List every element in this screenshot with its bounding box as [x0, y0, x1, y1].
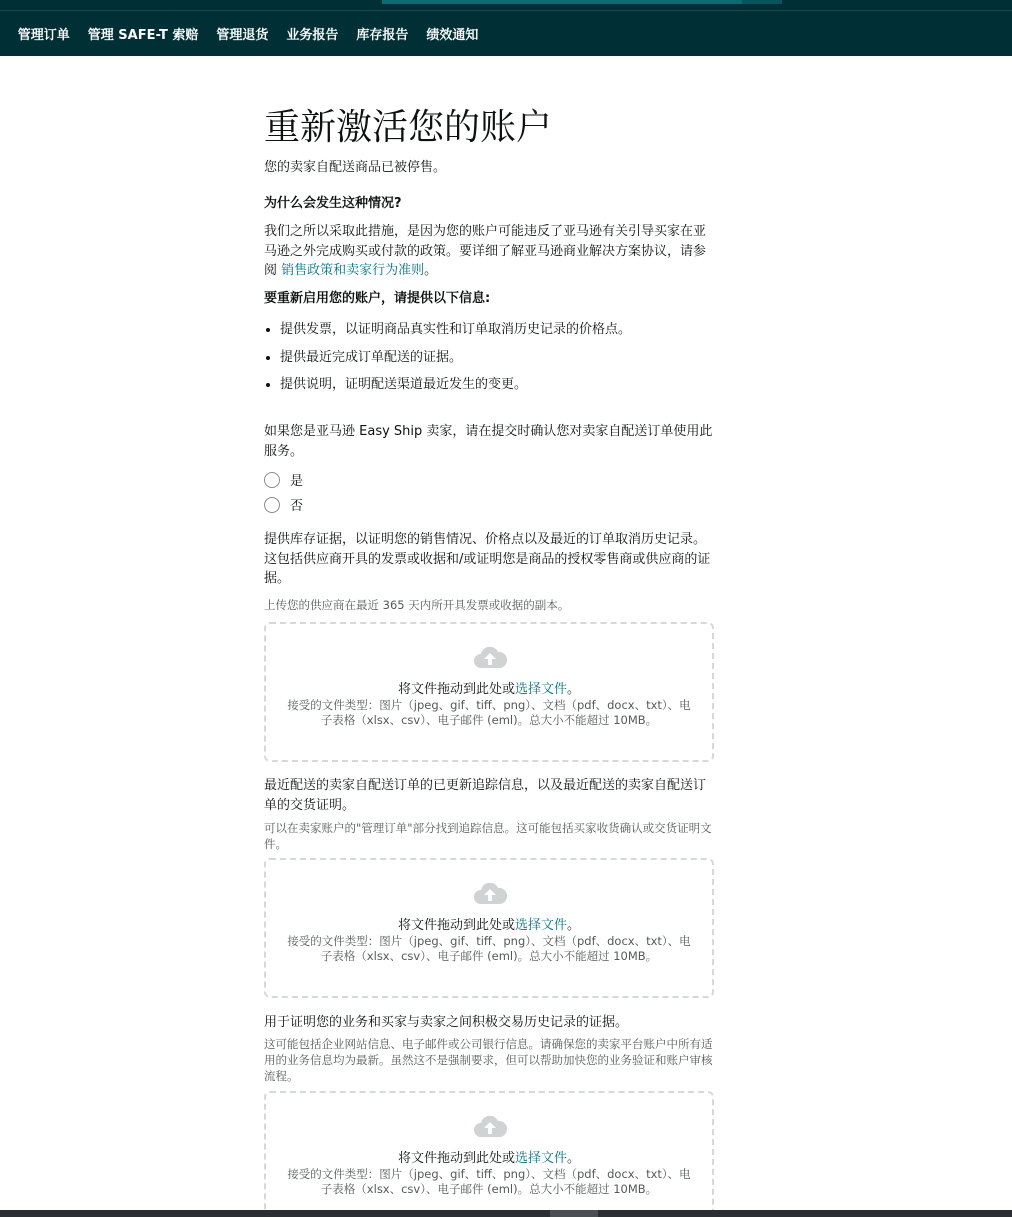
- scrollbar-thumb[interactable]: [550, 1210, 598, 1217]
- nav-item-business-reports[interactable]: 业务报告: [286, 28, 339, 43]
- section3-hint: 这可能包括企业网站信息、电子邮件或公司银行信息。请确保您的卖家平台账户中所有适用的业务信息均为最新。虽然这不是强制要求，但可以帮助加快您的业务验证和账户审核流程。: [264, 1037, 713, 1083]
- period: 。: [567, 918, 581, 933]
- file-dropzone-3[interactable]: [264, 1091, 714, 1214]
- drag-text: 将文件拖动到此处或: [397, 1151, 515, 1166]
- why-heading: 为什么会发生这种情况?: [264, 196, 402, 211]
- page-subtitle: 您的卖家自配送商品已被停售。: [264, 160, 447, 175]
- dropzone-main-text: [266, 914, 712, 933]
- radio-yes[interactable]: [264, 470, 303, 489]
- period: 。: [567, 682, 581, 697]
- section1-text: 提供库存证据，以证明您的销售情况、价格点以及最近的订单取消历史记录。这包括供应商开具的发票或收据和/或证明您是商品的授权零售商或供应商的证据。: [264, 532, 711, 586]
- dropzone-main-text: [266, 1147, 712, 1166]
- nav-item-manage-orders[interactable]: 管理订单: [17, 28, 70, 43]
- accepted-file-types: 接受的文件类型：图片（jpeg、gif、tiff、png）、文档（pdf、docx、txt）、电子表格（xlsx、csv）、电子邮件 (eml)。总大小不能超过 10MB。: [287, 1167, 691, 1196]
- why-end: 。: [424, 263, 438, 278]
- cloud-upload-icon: [473, 880, 507, 906]
- radio-no[interactable]: [264, 495, 303, 514]
- choose-file-link[interactable]: 选择文件: [514, 682, 567, 697]
- radio-button[interactable]: [264, 472, 280, 488]
- choose-file-link[interactable]: 选择文件: [514, 1151, 567, 1166]
- cloud-upload-icon: [473, 1113, 507, 1139]
- search-bar-edge[interactable]: [382, 0, 782, 4]
- why-paragraph: [264, 222, 716, 281]
- top-navigation-bar: [0, 0, 1012, 56]
- search-button-edge[interactable]: [742, 0, 782, 4]
- nav-item-inventory-reports[interactable]: 库存报告: [356, 28, 409, 43]
- accepted-file-types: 接受的文件类型：图片（jpeg、gif、tiff、png）、文档（pdf、docx、txt）、电子表格（xlsx、csv）、电子邮件 (eml)。总大小不能超过 10MB。: [287, 934, 691, 963]
- section2-text: 最近配送的卖家自配送订单的已更新追踪信息，以及最近配送的卖家自配送订单的交货证明。: [264, 778, 707, 813]
- choose-file-link[interactable]: 选择文件: [514, 918, 567, 933]
- file-dropzone-1[interactable]: [264, 622, 714, 762]
- policy-link[interactable]: 销售政策和卖家行为准则: [281, 263, 425, 278]
- dropzone-main-text: [266, 678, 712, 697]
- easyship-question: 如果您是亚马逊 Easy Ship 卖家，请在提交时确认您对卖家自配送订单使用此服务。: [264, 424, 713, 459]
- nav-menu: [0, 24, 496, 43]
- file-dropzone-2[interactable]: [264, 858, 714, 998]
- list-item: 提供说明，证明配送渠道最近发生的变更。: [264, 371, 716, 399]
- nav-item-manage-returns[interactable]: 管理退货: [216, 28, 269, 43]
- cloud-upload-icon: [473, 644, 507, 670]
- nav-divider: [0, 10, 1012, 11]
- why-text: 我们之所以采取此措施，是因为您的账户可能违反了亚马逊有关引导买家在亚马逊之外完成购买或付款的政策。要详细了解亚马逊商业解决方案协议，请参阅: [264, 224, 707, 278]
- horizontal-scrollbar[interactable]: [0, 1210, 1012, 1217]
- list-item: 提供发票，以证明商品真实性和订单取消历史记录的价格点。: [264, 316, 716, 344]
- section3-text: 用于证明您的业务和买家与卖家之间积极交易历史记录的证据。: [264, 1015, 629, 1030]
- requirements-list: [264, 316, 716, 399]
- drag-text: 将文件拖动到此处或: [397, 682, 515, 697]
- radio-button[interactable]: [264, 497, 280, 513]
- nav-item-performance-notifications[interactable]: 绩效通知: [426, 28, 479, 43]
- reenable-heading: 要重新启用您的账户，请提供以下信息:: [264, 291, 491, 306]
- section2-hint: 可以在卖家账户的"管理订单"部分找到追踪信息。这可能包括买家收货确认或交货证明文件。: [264, 821, 712, 851]
- accepted-file-types: 接受的文件类型：图片（jpeg、gif、tiff、png）、文档（pdf、docx、txt）、电子表格（xlsx、csv）、电子邮件 (eml)。总大小不能超过 10MB。: [287, 698, 691, 727]
- radio-yes-label[interactable]: 是: [290, 474, 304, 489]
- period: 。: [567, 1151, 581, 1166]
- list-item: 提供最近完成订单配送的证据。: [264, 344, 716, 372]
- drag-text: 将文件拖动到此处或: [397, 918, 515, 933]
- nav-item-safet-claims[interactable]: 管理 SAFE-T 索赔: [87, 28, 199, 43]
- page-title: 重新激活您的账户: [264, 107, 553, 148]
- section1-hint: 上传您的供应商在最近 365 天内所开具发票或收据的副本。: [264, 598, 570, 612]
- radio-no-label[interactable]: 否: [290, 499, 304, 514]
